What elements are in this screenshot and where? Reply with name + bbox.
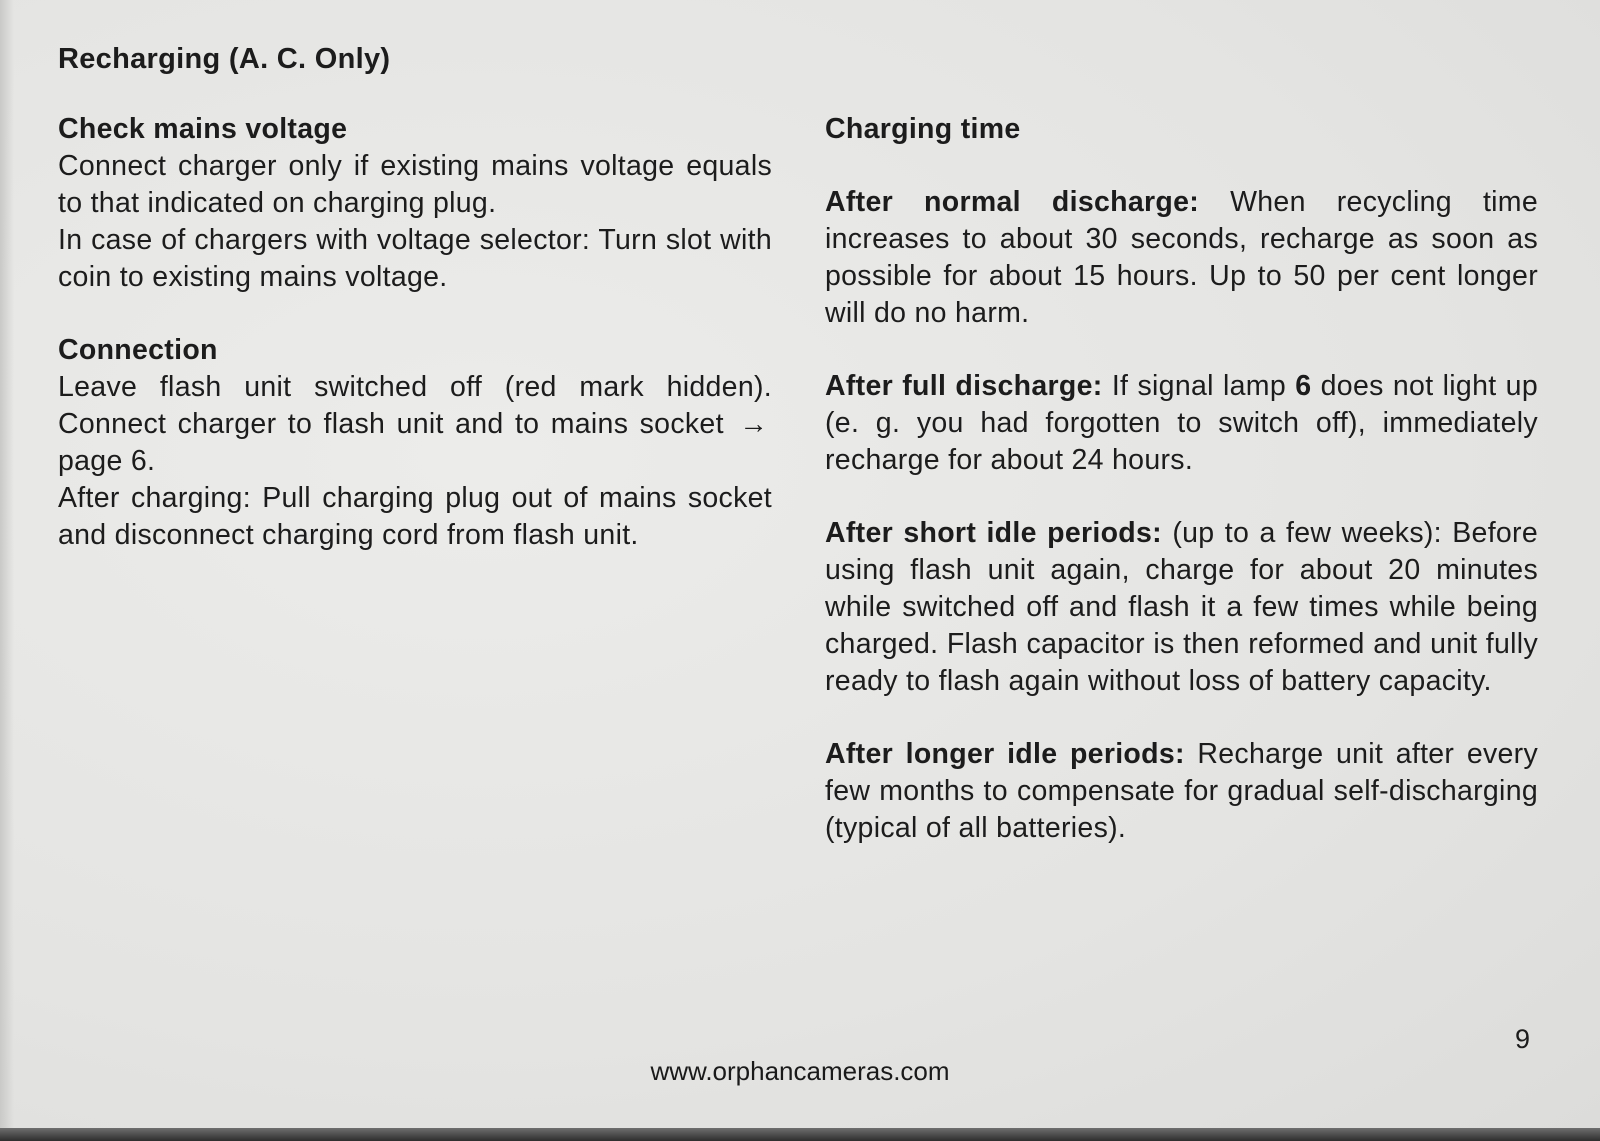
check-mains-voltage-paragraph-1: Connect charger only if existing mains voltage equals to that indicated on charging plug. [58,150,772,219]
connection-text: Leave flash unit switched off (red mark hidden). Connect charger to flash unit and to mains socket [58,371,772,440]
full-discharge-paragraph [825,368,1538,479]
charging-time-heading: Charging time [825,113,1021,145]
longer-idle-label: After longer idle periods: [825,738,1185,770]
spacer [825,700,1538,736]
connection-paragraph-2: After charging: Pull charging plug out of mains socket and disconnect charging cord from flash unit. [58,482,772,551]
full-discharge-text-b: does not light up (e. g. you had forgotten to switch off), immediately recharge for about 24 hours. [825,370,1538,476]
longer-idle-paragraph [825,736,1538,847]
page-number: 9 [1515,1024,1531,1054]
check-mains-voltage-heading: Check mains voltage [58,113,348,145]
spacer [825,479,1538,515]
page-edge-shadow [0,0,14,1141]
right-arrow-icon: → [739,408,768,440]
longer-idle-text: Recharge unit after every few months to compensate for gradual self-discharging (typical of all batteries). [825,738,1539,844]
full-discharge-text-a: If signal lamp [1111,370,1286,402]
spacer [825,148,1538,184]
check-mains-voltage-paragraph-2: In case of chargers with voltage selector: Turn slot with coin to existing mains voltage. [58,224,772,293]
short-idle-label: After short idle periods: [825,517,1162,549]
spacer [825,332,1538,368]
normal-discharge-label: After normal discharge: [825,186,1200,218]
signal-lamp-number: 6 [1295,370,1312,402]
connection-paragraph-1 [58,369,772,480]
full-discharge-label: After full discharge: [825,370,1103,402]
website-url: www.orphancameras.com [650,1056,950,1086]
short-idle-paragraph [825,515,1538,700]
page-reference: page 6. [58,445,156,477]
normal-discharge-paragraph [825,184,1538,332]
page-title: Recharging (A. C. Only) [58,43,391,75]
connection-heading: Connection [58,334,218,366]
right-column [825,111,1538,847]
short-idle-text: (up to a few weeks): Before using flash unit again, charge for about 20 minutes while switched off and flash it a few times while being charged. Flash capacitor is then reformed and unit fully ready to flash again without loss of battery capacity. [825,517,1539,697]
left-column [58,41,772,554]
spacer [58,296,772,332]
normal-discharge-text: When recycling time increases to about 30 seconds, recharge as soon as possible for about 15 hours. Up to 50 per cent longer will do no harm. [825,186,1538,329]
page-bottom-edge [0,1128,1600,1141]
